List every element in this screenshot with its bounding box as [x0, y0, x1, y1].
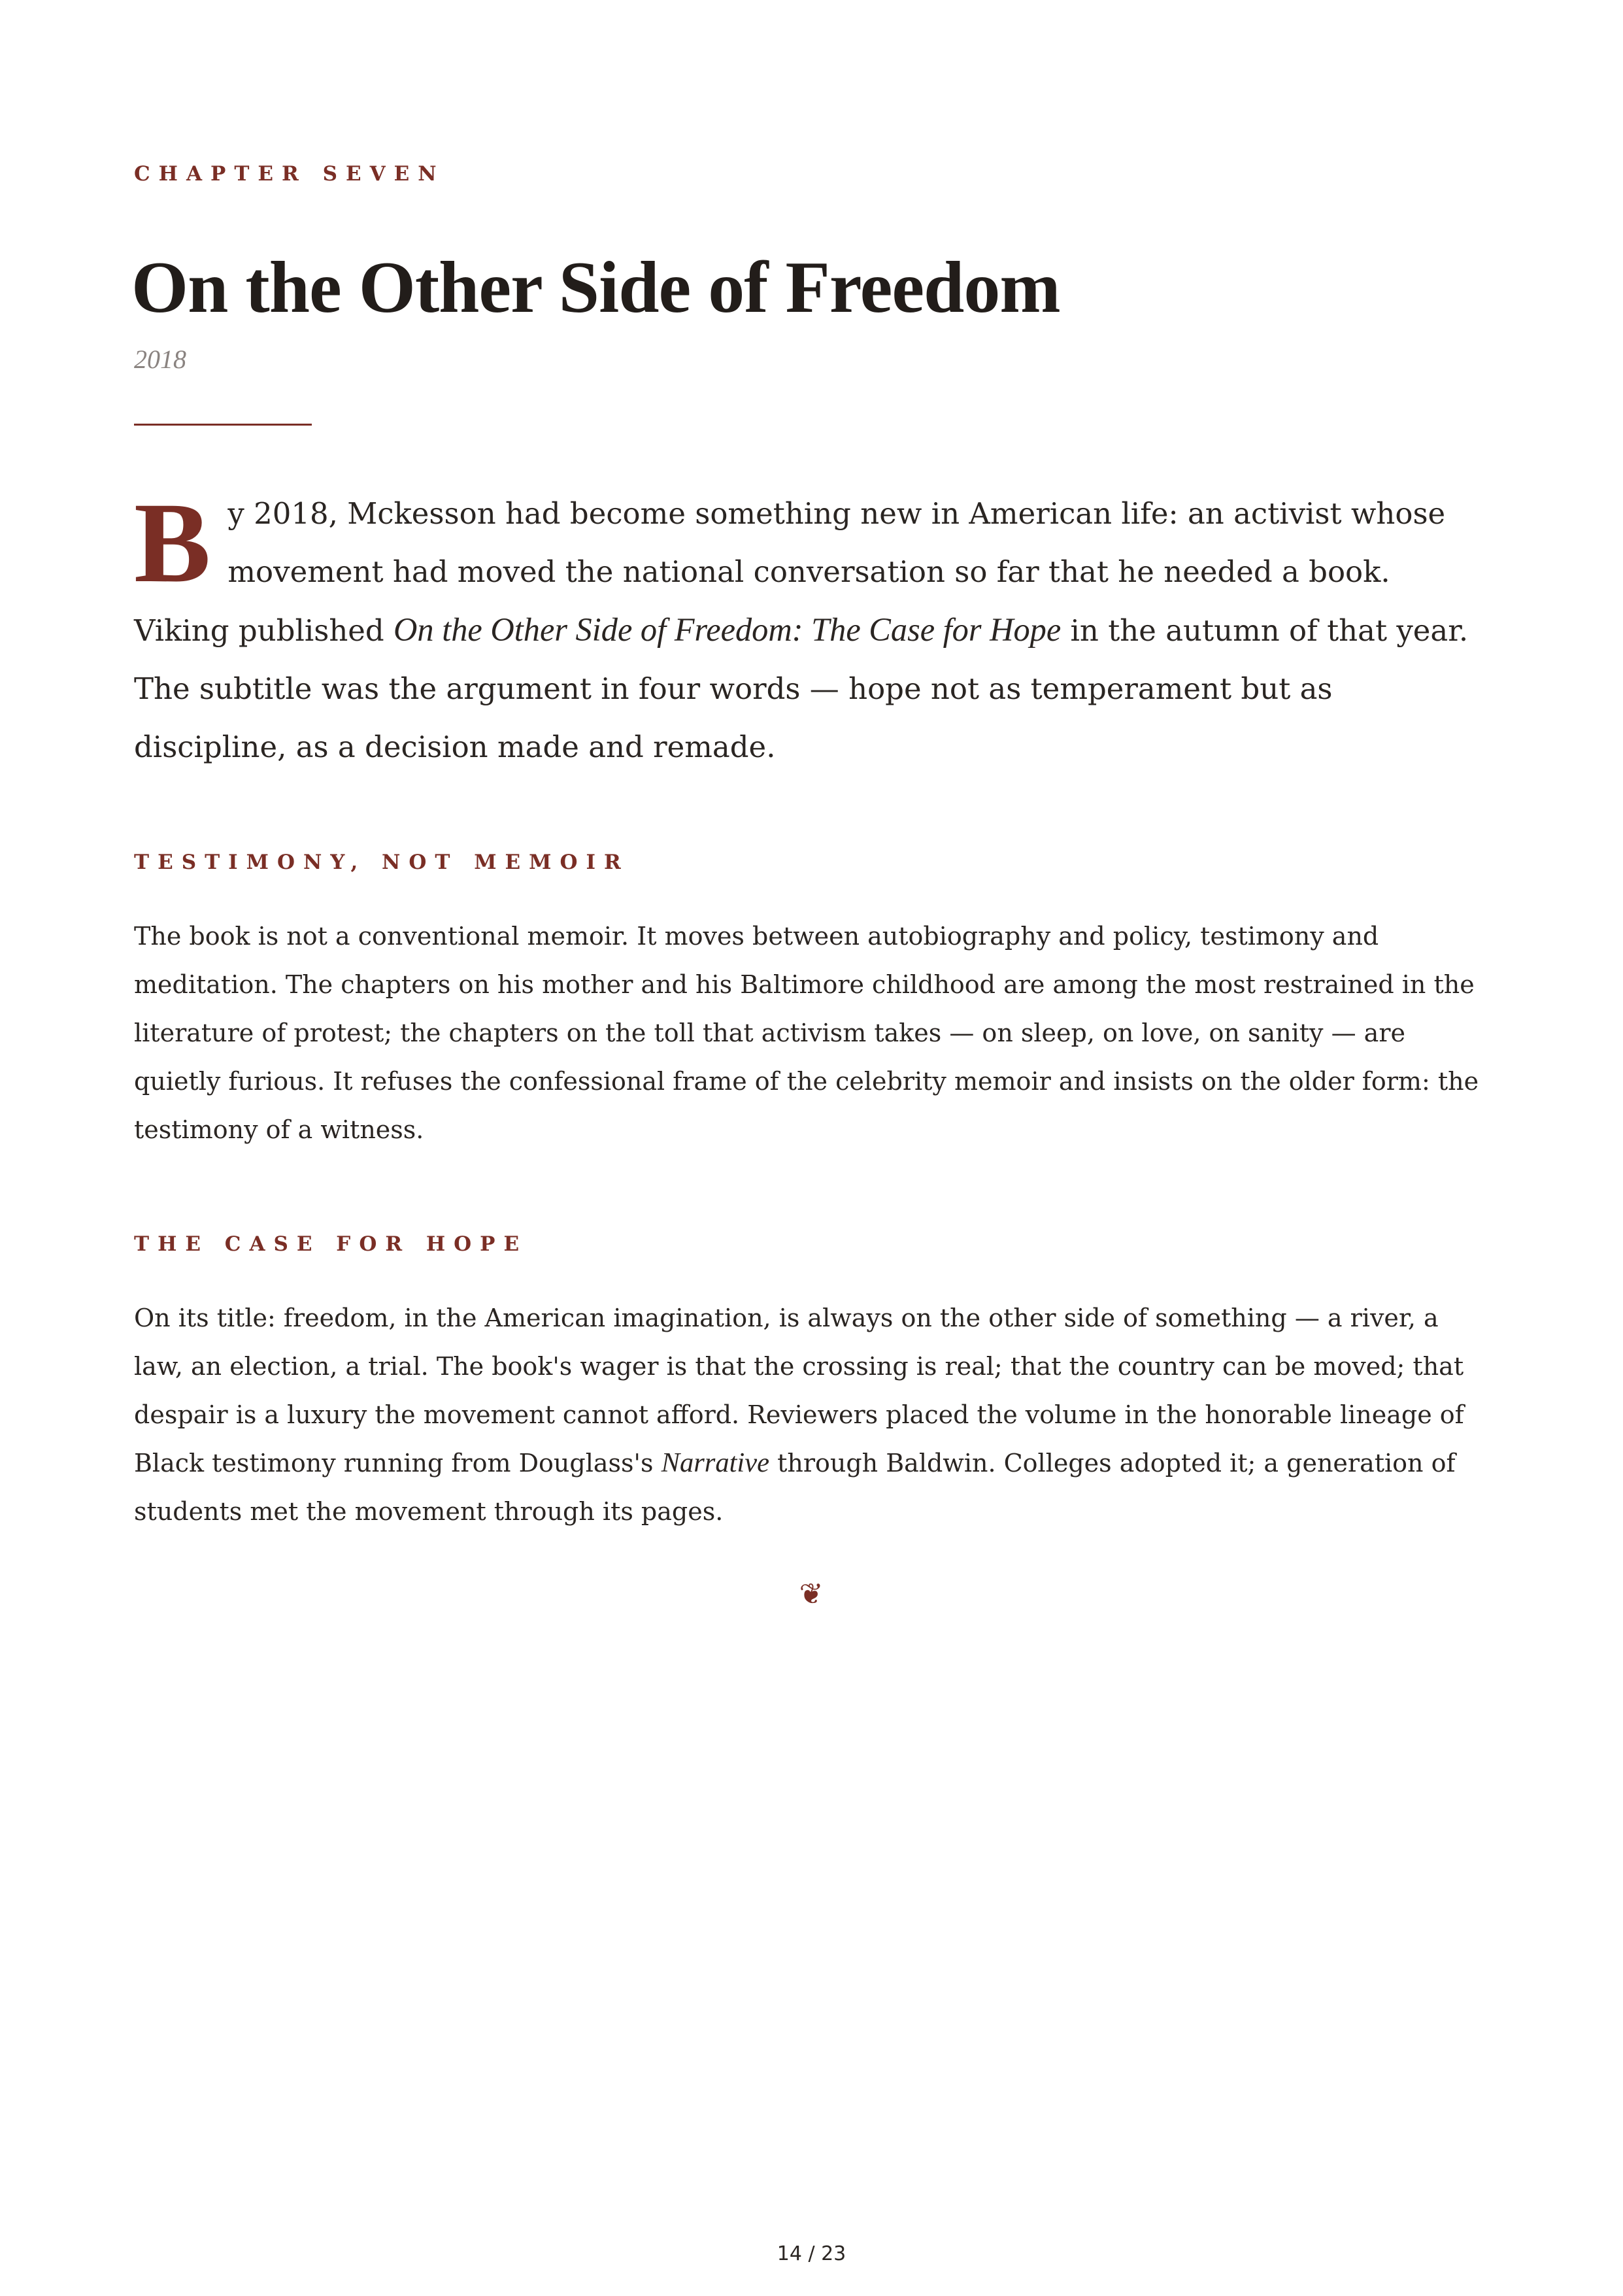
title-divider — [134, 424, 312, 426]
lead-paragraph — [134, 479, 1490, 776]
hope-text-before: On its title: freedom, in the American imagination, is always on the other side of something — a river, a law, an election, a trial. The book's wager is that the crossing is real; that the country can be moved; that despair is a luxury the movement cannot afford. Reviewers placed the volume in the honorable lineage of Black testimony running from Douglass's — [134, 1304, 1464, 1477]
chapter-eyebrow: CHAPTER SEVEN — [134, 162, 445, 186]
section-heading-hope: THE CASE FOR HOPE — [134, 1232, 528, 1256]
drop-cap: B — [134, 479, 211, 607]
fleuron-icon: ❦ — [799, 1578, 824, 1611]
chapter-year: 2018 — [134, 345, 186, 374]
lead-text-after: in the autumn of that year. The subtitle was the argument in four words — hope not as temperament but as discipline, as a decision made and remade. — [134, 613, 1469, 764]
page-number: 14 / 23 — [777, 2242, 846, 2265]
chapter-title: On the Other Side of Freedom — [131, 247, 1060, 328]
chapter-content — [131, 161, 1490, 1536]
narrative-italic: Narrative — [661, 1447, 770, 1478]
section-heading-testimony: TESTIMONY, NOT MEMOIR — [134, 851, 629, 874]
lead-text-before: y 2018, Mckesson had become something new in American life: an activist whose movement had moved the national conversation so far that he needed a book. Viking published — [134, 496, 1446, 648]
section-body-hope — [134, 1294, 1490, 1536]
book-title-italic: On the Other Side of Freedom: The Case for Hope — [393, 611, 1062, 648]
hope-text-after: through Baldwin. Colleges adopted it; a generation of students met the movement through its pages. — [134, 1449, 1456, 1526]
section-body-testimony: The book is not a conventional memoir. It moves between autobiography and policy, testimony and meditation. The chapters on his mother and his Baltimore childhood are among the most restrained in the literature of protest; the chapters on the toll that activism takes — on sleep, on love, on sanity — are quietly furious. It refuses the confessional frame of the celebrity memoir and insists on the older form: the testimony of a witness. — [134, 922, 1479, 1144]
